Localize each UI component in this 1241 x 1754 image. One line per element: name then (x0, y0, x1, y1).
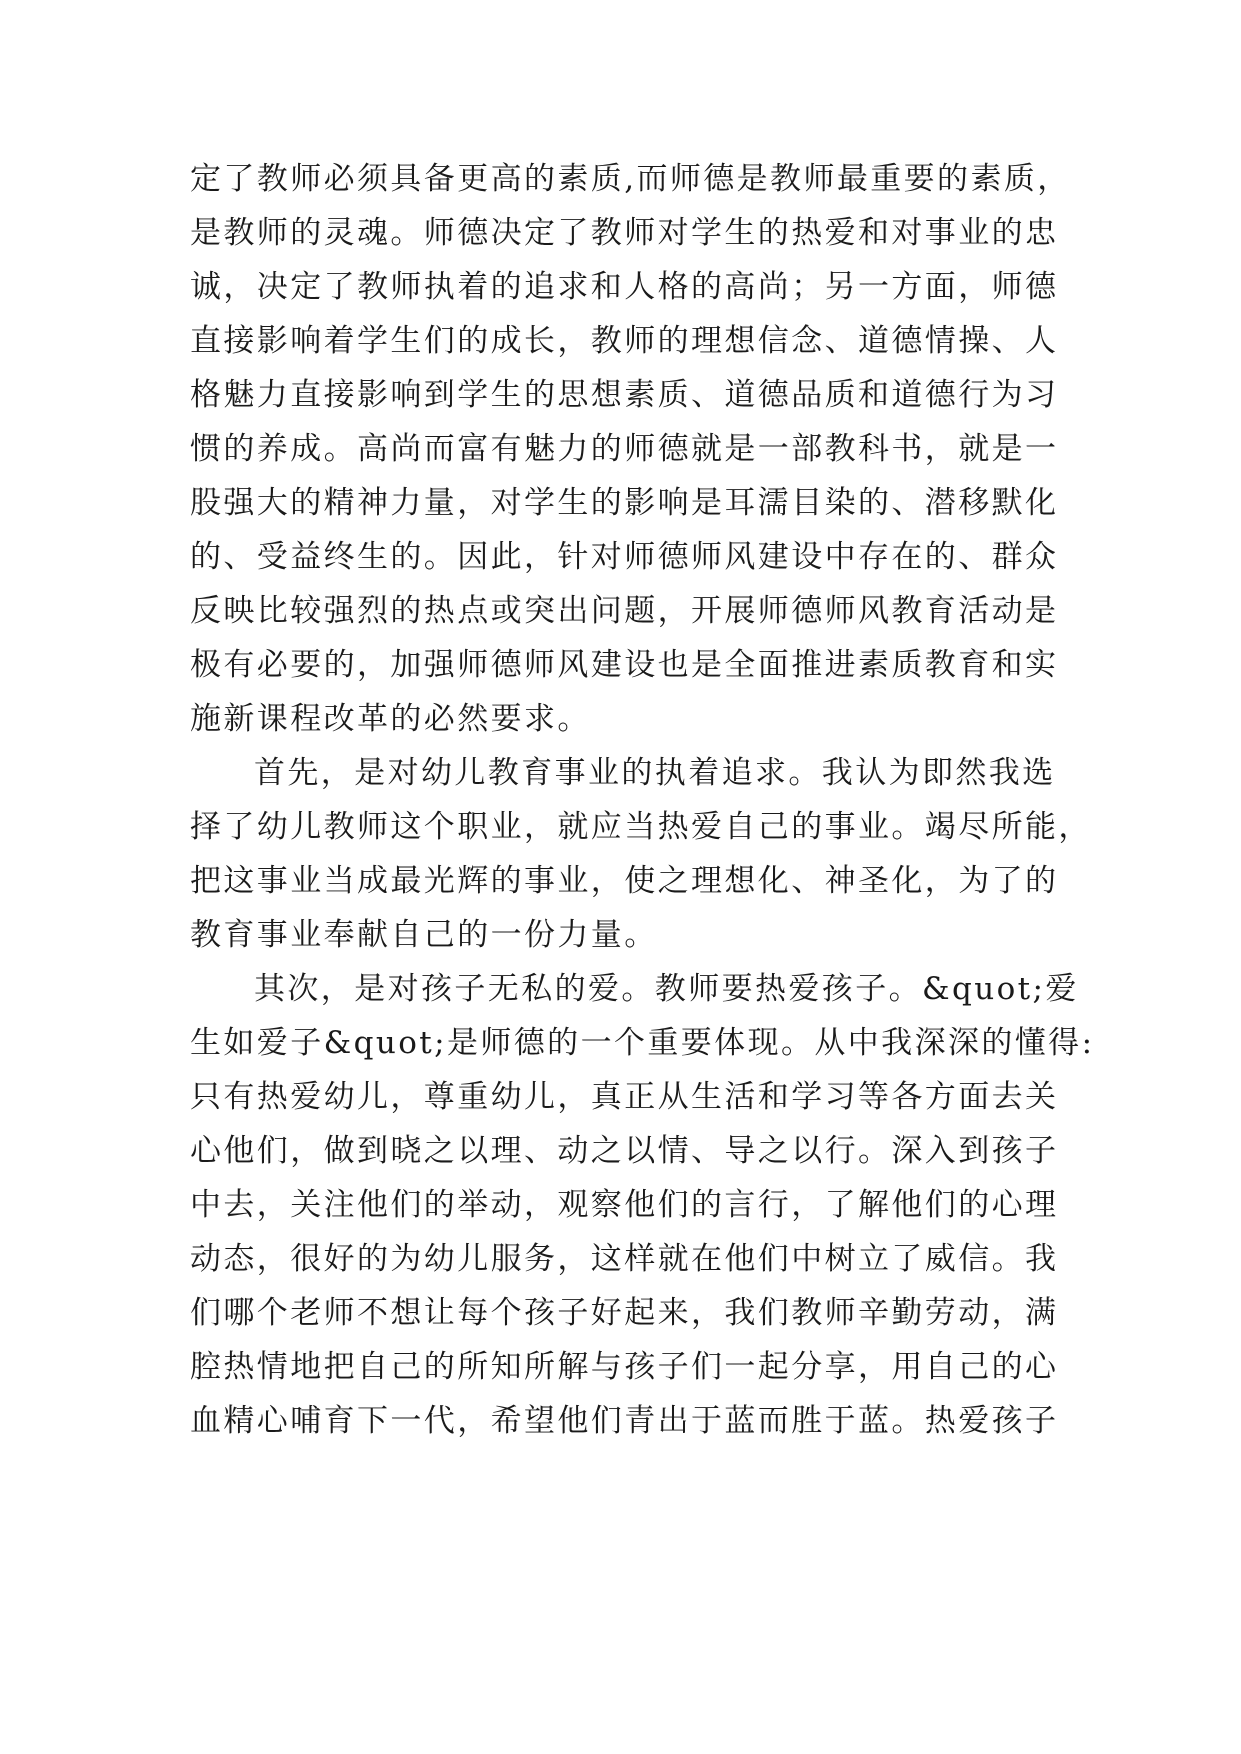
body-text (190, 152, 1095, 1448)
text-line: 直接影响着学生们的成长，教师的理想信念、道德情操、人 (190, 323, 1059, 359)
text-line: 血精心哺育下一代，希望他们青出于蓝而胜于蓝。热爱孩子 (190, 1403, 1059, 1439)
text-line: 生如爱子&quot;是师德的一个重要体现。从中我深深的懂得: (190, 1025, 1095, 1061)
text-line: 反映比较强烈的热点或突出问题，开展师德师风教育活动是 (190, 593, 1059, 629)
text-line: 施新课程改革的必然要求。 (190, 701, 591, 737)
text-line: 定了教师必须具备更高的素质,而师德是教师最重要的素质， (190, 161, 1071, 197)
text-line: 惯的养成。高尚而富有魅力的师德就是一部教科书，就是一 (190, 431, 1059, 467)
text-line: 诚，决定了教师执着的追求和人格的高尚；另一方面，师德 (190, 269, 1059, 305)
text-line: 把这事业当成最光辉的事业，使之理想化、神圣化，为了的 (190, 863, 1059, 899)
text-line: 极有必要的，加强师德师风建设也是全面推进素质教育和实 (190, 647, 1059, 683)
text-line: 择了幼儿教师这个职业，就应当热爱自己的事业。竭尽所能， (190, 809, 1092, 845)
text-line: 心他们，做到晓之以理、动之以情、导之以行。深入到孩子 (190, 1133, 1059, 1169)
text-line: 股强大的精神力量，对学生的影响是耳濡目染的、潜移默化 (190, 485, 1059, 521)
paragraph-first-line: 其次，是对孩子无私的爱。教师要热爱孩子。&quot;爱 (254, 971, 1079, 1007)
text-line: 们哪个老师不想让每个孩子好起来，我们教师辛勤劳动，满 (190, 1295, 1059, 1331)
text-line: 中去，关注他们的举动，观察他们的言行，了解他们的心理 (190, 1187, 1059, 1223)
text-line: 教育事业奉献自己的一份力量。 (190, 917, 658, 953)
text-line: 只有热爱幼儿，尊重幼儿，真正从生活和学习等各方面去关 (190, 1079, 1059, 1115)
text-line: 的、受益终生的。因此，针对师德师风建设中存在的、群众 (190, 539, 1059, 575)
paragraph-first-line: 首先，是对幼儿教育事业的执着追求。我认为即然我选 (254, 755, 1056, 791)
text-line: 是教师的灵魂。师德决定了教师对学生的热爱和对事业的忠 (190, 215, 1059, 251)
text-line: 动态，很好的为幼儿服务，这样就在他们中树立了威信。我 (190, 1241, 1059, 1277)
text-line: 腔热情地把自己的所知所解与孩子们一起分享，用自己的心 (190, 1349, 1059, 1385)
text-line: 格魅力直接影响到学生的思想素质、道德品质和道德行为习 (190, 377, 1059, 413)
